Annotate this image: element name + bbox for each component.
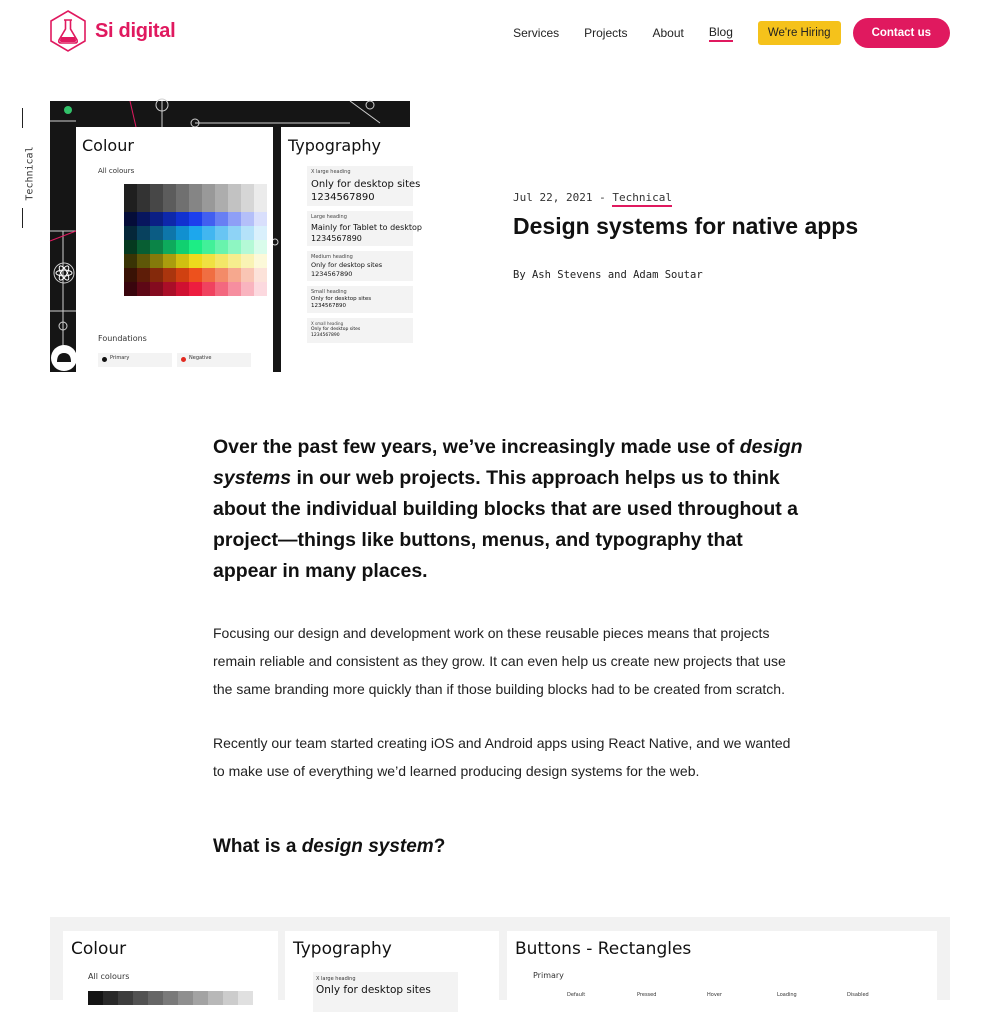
post-date: Jul 22, 2021 bbox=[513, 191, 593, 204]
post-category-link[interactable]: Technical bbox=[612, 191, 672, 207]
colour-swatch bbox=[189, 212, 202, 226]
typo-sample-label: Large heading bbox=[311, 214, 347, 220]
gallery-typo-text: Only for desktop sites bbox=[316, 984, 431, 996]
colour-swatch bbox=[137, 268, 150, 282]
colour-swatch bbox=[215, 226, 228, 240]
typo-sample-number: 1234567890 bbox=[311, 270, 353, 278]
colour-swatch bbox=[254, 268, 267, 282]
gallery-typo-sample bbox=[313, 972, 458, 1012]
colour-swatch bbox=[124, 240, 137, 254]
primary-chip-label: Primary bbox=[110, 355, 130, 361]
colour-swatch bbox=[228, 254, 241, 268]
primary-chip bbox=[98, 353, 172, 367]
colour-swatch bbox=[163, 282, 176, 296]
state-label: Pressed bbox=[637, 992, 657, 998]
colour-swatch bbox=[103, 991, 118, 1005]
colour-swatch bbox=[124, 184, 137, 198]
colour-swatch bbox=[163, 268, 176, 282]
colour-swatch bbox=[176, 254, 189, 268]
typo-sample-text: Mainly for Tablet to desktop bbox=[311, 223, 422, 232]
post-meta bbox=[513, 191, 672, 204]
colour-swatch bbox=[254, 240, 267, 254]
meta-separator: - bbox=[599, 191, 606, 204]
colour-swatch bbox=[202, 226, 215, 240]
colour-panel-title: Colour bbox=[82, 136, 134, 155]
colour-swatch bbox=[228, 282, 241, 296]
typo-sample-l bbox=[307, 211, 422, 246]
colour-swatch bbox=[150, 212, 163, 226]
colour-swatch bbox=[124, 226, 137, 240]
react-icon bbox=[56, 265, 72, 282]
colour-swatch bbox=[124, 282, 137, 296]
state-label: Default bbox=[567, 992, 586, 998]
side-category-label bbox=[10, 108, 36, 228]
gallery-swatch-row bbox=[88, 991, 253, 1005]
typo-sample-label: Medium heading bbox=[311, 254, 353, 260]
typo-sample-number: 1234567890 bbox=[311, 333, 340, 338]
colour-swatch bbox=[176, 226, 189, 240]
typography-panel-title: Typography bbox=[288, 136, 381, 155]
nav-projects[interactable]: Projects bbox=[584, 26, 628, 40]
colour-swatch bbox=[137, 226, 150, 240]
colour-swatch bbox=[176, 184, 189, 198]
colour-swatch bbox=[241, 226, 254, 240]
gallery-buttons-title: Buttons - Rectangles bbox=[515, 939, 692, 959]
typo-sample-text: Only for desktop sites bbox=[311, 327, 361, 332]
colour-swatch bbox=[124, 212, 137, 226]
colour-swatch bbox=[118, 991, 133, 1005]
colour-swatch bbox=[137, 282, 150, 296]
colour-swatch bbox=[178, 991, 193, 1005]
colour-swatch bbox=[238, 991, 253, 1005]
colour-swatch bbox=[124, 254, 137, 268]
article-paragraph: Recently our team started creating iOS and Android apps using React Native, and we wanted to make use of everything we’d learned producing design systems for the web. bbox=[213, 735, 791, 779]
colour-swatch bbox=[241, 198, 254, 212]
colour-swatch bbox=[137, 254, 150, 268]
colour-swatch bbox=[189, 240, 202, 254]
lead-text: in our web projects. This approach helps us to think about the individual building blocks that are used throughout a project—things like buttons, menus, and typography that appear in many places. bbox=[213, 467, 799, 582]
flask-logo-icon bbox=[49, 10, 87, 52]
colour-swatch bbox=[124, 268, 137, 282]
colour-swatch bbox=[202, 282, 215, 296]
colour-swatch bbox=[176, 268, 189, 282]
colour-swatch bbox=[176, 198, 189, 212]
colour-swatch bbox=[150, 268, 163, 282]
colour-swatch bbox=[228, 226, 241, 240]
site-header bbox=[0, 0, 1000, 64]
article-paragraph: Focusing our design and development work on these reusable pieces means that projects remain reliable and consistent as they grow. It can even help us create new projects that use the same branding more quickly than if those building blocks had to be created from scratch. bbox=[213, 625, 786, 697]
colour-swatch bbox=[202, 254, 215, 268]
nav-about[interactable]: About bbox=[652, 26, 684, 40]
foundations-label: Foundations bbox=[98, 334, 147, 343]
colour-swatch bbox=[163, 226, 176, 240]
colour-swatch bbox=[189, 198, 202, 212]
typo-sample-text: Only for desktop sites bbox=[311, 179, 421, 190]
colour-swatch bbox=[241, 212, 254, 226]
colour-swatch bbox=[215, 254, 228, 268]
article-lead bbox=[213, 432, 803, 587]
section-heading bbox=[213, 836, 445, 858]
negative-dot bbox=[181, 357, 186, 362]
colour-swatch bbox=[223, 991, 238, 1005]
colour-swatch bbox=[228, 198, 241, 212]
gallery-colour-card bbox=[63, 931, 278, 1021]
typo-sample-s bbox=[307, 286, 413, 313]
colour-swatch bbox=[241, 184, 254, 198]
colour-swatch bbox=[215, 184, 228, 198]
colour-swatch bbox=[254, 254, 267, 268]
typo-sample-number: 1234567890 bbox=[311, 234, 362, 243]
gallery-typo-label: X large heading bbox=[316, 976, 356, 982]
gallery-colour-title: Colour bbox=[71, 939, 127, 959]
typo-sample-xl bbox=[307, 166, 421, 206]
side-divider bbox=[22, 108, 23, 128]
nav-blog[interactable]: Blog bbox=[709, 25, 733, 42]
colour-swatch bbox=[163, 240, 176, 254]
colour-swatch bbox=[150, 226, 163, 240]
colour-swatch bbox=[88, 991, 103, 1005]
colour-swatch-grid bbox=[124, 184, 267, 296]
gallery-buttons-card bbox=[507, 931, 937, 1021]
colour-swatch bbox=[163, 254, 176, 268]
colour-swatch bbox=[215, 212, 228, 226]
colour-swatch bbox=[189, 226, 202, 240]
gallery-typography-card bbox=[285, 931, 499, 1021]
colour-swatch bbox=[254, 226, 267, 240]
colour-swatch bbox=[137, 198, 150, 212]
state-label: Hover bbox=[707, 992, 722, 998]
colour-swatch bbox=[241, 268, 254, 282]
post-title: Design systems for native apps bbox=[513, 213, 859, 239]
state-label: Disabled bbox=[847, 992, 869, 998]
side-divider bbox=[22, 208, 23, 228]
colour-panel bbox=[76, 127, 273, 372]
colour-swatch bbox=[163, 991, 178, 1005]
all-colours-label: All colours bbox=[98, 167, 135, 175]
colour-swatch bbox=[202, 268, 215, 282]
typo-sample-text: Only for desktop sites bbox=[311, 261, 383, 269]
colour-swatch bbox=[254, 212, 267, 226]
colour-swatch bbox=[163, 184, 176, 198]
colour-swatch bbox=[189, 184, 202, 198]
heading-text: What is a bbox=[213, 836, 302, 857]
colour-swatch bbox=[215, 268, 228, 282]
design-system-gallery bbox=[50, 917, 950, 1000]
colour-swatch bbox=[202, 198, 215, 212]
typo-sample-xs bbox=[307, 318, 413, 343]
colour-swatch bbox=[133, 991, 148, 1005]
colour-swatch bbox=[150, 282, 163, 296]
colour-swatch bbox=[215, 282, 228, 296]
typo-sample-number: 1234567890 bbox=[311, 303, 346, 309]
colour-swatch bbox=[137, 212, 150, 226]
colour-swatch bbox=[163, 212, 176, 226]
gallery-typography-title: Typography bbox=[293, 939, 392, 959]
colour-swatch bbox=[254, 282, 267, 296]
colour-swatch bbox=[176, 282, 189, 296]
contact-button[interactable]: Contact us bbox=[853, 18, 950, 48]
state-label: Loading bbox=[777, 992, 797, 998]
colour-swatch bbox=[202, 240, 215, 254]
green-node bbox=[64, 106, 72, 114]
logo-text: Si digital bbox=[95, 19, 176, 42]
colour-swatch bbox=[163, 198, 176, 212]
typo-sample-m bbox=[307, 251, 413, 281]
colour-swatch bbox=[148, 991, 163, 1005]
colour-swatch bbox=[228, 184, 241, 198]
gallery-all-colours: All colours bbox=[88, 972, 130, 981]
gallery-primary-label: Primary bbox=[533, 971, 564, 980]
colour-swatch bbox=[254, 184, 267, 198]
colour-swatch bbox=[150, 240, 163, 254]
colour-swatch bbox=[189, 254, 202, 268]
typo-sample-label: X small heading bbox=[311, 321, 344, 326]
colour-swatch bbox=[228, 268, 241, 282]
colour-swatch bbox=[241, 240, 254, 254]
colour-swatch bbox=[193, 991, 208, 1005]
typo-sample-number: 1234567890 bbox=[311, 192, 375, 203]
colour-swatch bbox=[189, 268, 202, 282]
lead-emphasis: design systems bbox=[213, 436, 803, 489]
colour-swatch bbox=[228, 212, 241, 226]
primary-dot bbox=[102, 357, 107, 362]
heading-emphasis: design system bbox=[301, 836, 434, 857]
negative-chip bbox=[177, 353, 251, 367]
colour-swatch bbox=[124, 198, 137, 212]
colour-swatch bbox=[150, 184, 163, 198]
hero-image bbox=[50, 101, 422, 372]
colour-swatch bbox=[189, 282, 202, 296]
colour-swatch bbox=[150, 254, 163, 268]
negative-chip-label: Negative bbox=[189, 355, 212, 361]
lead-text: Over the past few years, we’ve increasingly made use of bbox=[213, 436, 740, 458]
side-category-text: Technical bbox=[24, 146, 36, 201]
colour-swatch bbox=[215, 240, 228, 254]
typo-sample-label: X large heading bbox=[311, 169, 351, 175]
logo[interactable] bbox=[49, 10, 175, 52]
colour-swatch bbox=[150, 198, 163, 212]
post-byline: By Ash Stevens and Adam Soutar bbox=[513, 269, 703, 281]
colour-swatch bbox=[176, 212, 189, 226]
heading-text: ? bbox=[433, 836, 446, 857]
typo-sample-label: Small heading bbox=[311, 289, 347, 295]
colour-swatch bbox=[241, 254, 254, 268]
colour-swatch bbox=[202, 184, 215, 198]
main-nav bbox=[513, 18, 950, 48]
hiring-button[interactable]: We're Hiring bbox=[758, 21, 841, 45]
colour-swatch bbox=[241, 282, 254, 296]
nav-services[interactable]: Services bbox=[513, 26, 560, 40]
colour-swatch bbox=[202, 212, 215, 226]
colour-swatch bbox=[137, 184, 150, 198]
colour-swatch bbox=[215, 198, 228, 212]
colour-swatch bbox=[254, 198, 267, 212]
colour-swatch bbox=[137, 240, 150, 254]
typo-sample-text: Only for desktop sites bbox=[311, 296, 372, 302]
colour-swatch bbox=[208, 991, 223, 1005]
colour-swatch bbox=[176, 240, 189, 254]
typography-panel bbox=[281, 127, 422, 372]
colour-swatch bbox=[228, 240, 241, 254]
